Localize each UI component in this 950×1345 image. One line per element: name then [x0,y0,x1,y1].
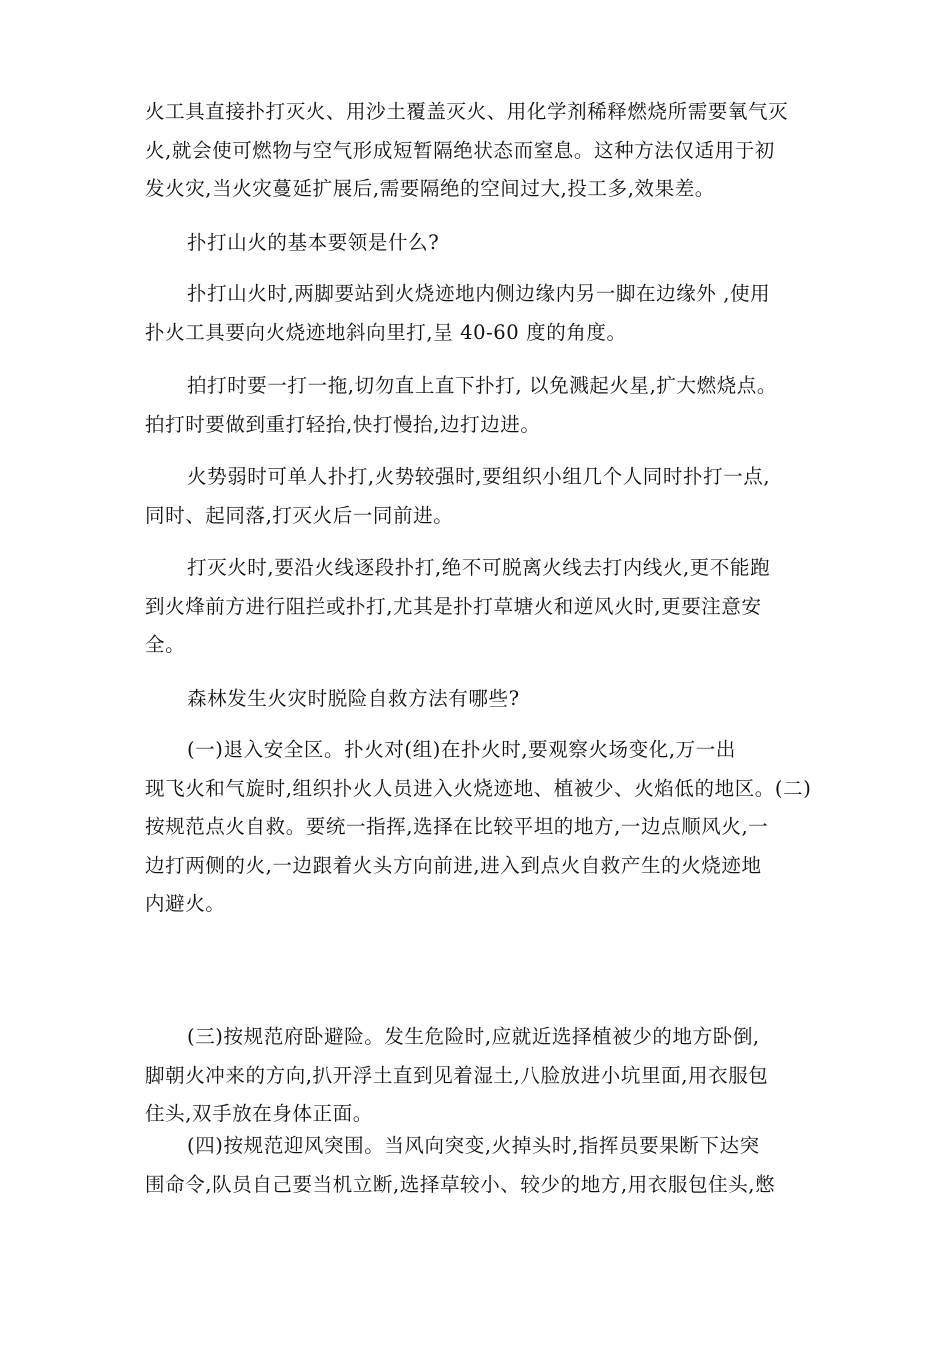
text-line: 边打两侧的火,一边跟着火头方向前进,进入到点火自救产生的火烧迹地 [145,853,762,877]
paragraph-group-beating [145,458,810,535]
text-line: 森林发生火灾时脱险自救方法有哪些? [187,687,520,710]
text-line: 扑打山火时,两脚要站到火烧迹地内侧边缘内另一脚在边缘外 ,使用 [187,282,771,305]
text-line: (四)按规范迎风突围。当风向突变,火掉头时,指挥员要果断下达突 [187,1134,760,1157]
text-line: 现飞火和气旋时,组织扑火人员进入火烧迹地、植被少、火焰低的地区。(二) [145,776,812,800]
text-line: 火势弱时可单人扑打,火势较强时,要组织小组几个人同时扑打一点, [187,465,771,488]
text-line: 拍打时要做到重打轻抬,快打慢抬,边打边进。 [145,412,541,436]
text-line: 住头,双手放在身体正面。 [145,1102,373,1126]
text-line: 脚朝火冲来的方向,扒开浮土直到见着湿土,八脸放进小坑里面,用衣服包 [145,1063,769,1087]
paragraph-retreat-and-counterfire [145,731,810,924]
text-line: (三)按规范府卧避险。发生危险时,应就近选择植被少的地方卧倒, [187,1025,760,1048]
text-line: 内避火。 [145,892,226,916]
text-line: 打灭火时,要沿火线逐段扑打,绝不可脱离火线去打内线火,更不能跑 [187,556,771,579]
question-heading-basic-essentials [145,224,810,263]
text-line: 拍打时要一打一拖,切勿直上直下扑打, 以免溅起火星,扩大燃烧点。 [187,374,777,397]
text-line: 扑火工具要向火烧迹地斜向里打,呈 40-60 度的角度。 [145,320,627,344]
paragraph-beating-technique [145,367,810,444]
text-line: 火工具直接扑打灭火、用沙土覆盖灭火、用化学剂稀释燃烧所需要氧气灭 [145,100,789,123]
paragraph-stance-and-angle [145,275,810,352]
text-line: 发火灾,当火灾蔓延扩展后,需要隔绝的空间过大,投工多,效果差。 [145,177,715,201]
text-line: 围命令,队员自己要当机立断,选择草较小、较少的地方,用衣服包住头,憋 [145,1172,776,1196]
text-line: 火,就会使可燃物与空气形成短暂隔绝状态而窒息。这种方法仅适用于初 [145,138,775,162]
text-line: 扑打山火的基本要领是什么? [187,231,440,254]
paragraph-upwind-breakout [145,1127,810,1204]
text-line: (一)退入安全区。扑火对(组)在扑火时,要观察火场变化,万一出 [187,738,736,761]
question-heading-self-rescue [145,680,810,719]
paragraph-lie-down-shelter [145,1018,810,1134]
text-line: 按规范点火自救。要统一指挥,选择在比较平坦的地方,一边点顺风火,一 [145,815,769,839]
text-line: 到火烽前方进行阻拦或扑打,尤其是扑打草塘火和逆风火时,更要注意安 [145,594,762,618]
text-line: 全。 [145,633,186,657]
paragraph-smothering-method [145,93,810,209]
text-line: 同时、起同落,打灭火后一同前进。 [145,503,454,527]
paragraph-fire-line-safety [145,549,810,665]
